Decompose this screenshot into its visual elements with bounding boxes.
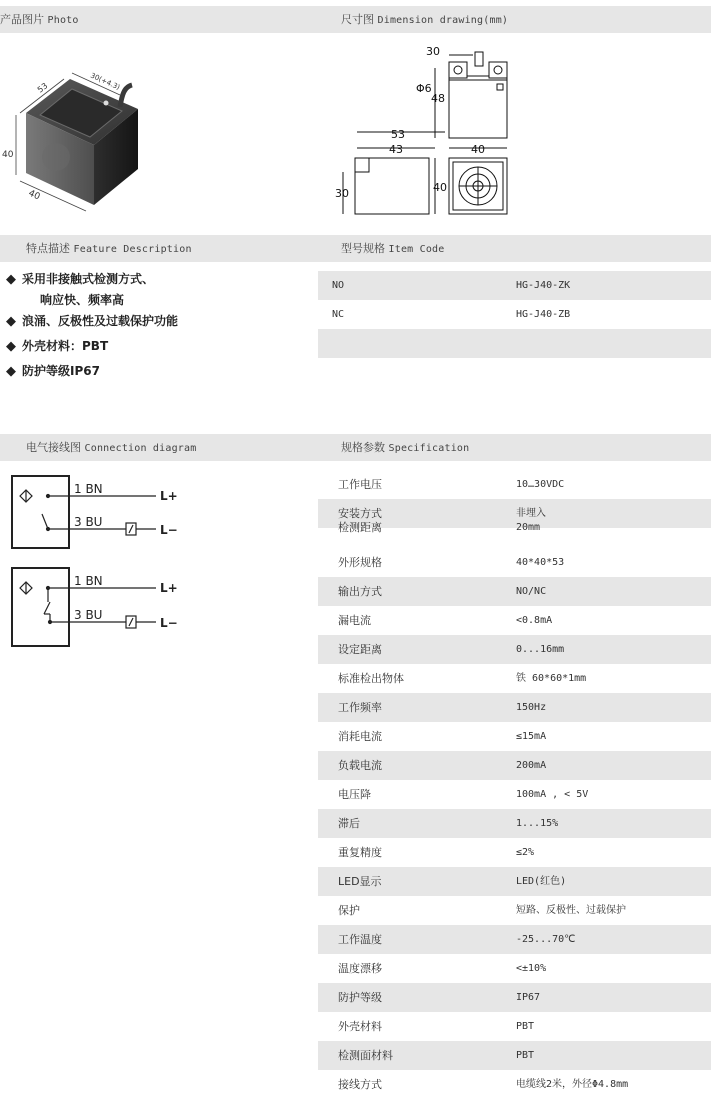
- dim-40-top: 40: [471, 143, 485, 156]
- bullet-icon: ◆: [6, 364, 16, 379]
- spec-key: 工作频率: [338, 701, 382, 714]
- photo-dim-30: 30(+4.3): [89, 71, 122, 92]
- spec-value: PBT: [516, 1021, 535, 1032]
- feature-header-cn: 特点描述: [26, 242, 70, 255]
- wire-bn-label: 1 BN: [74, 482, 103, 496]
- feature-text: 防护等级IP67: [22, 364, 100, 378]
- item-code-type: NO: [332, 280, 345, 291]
- spec-row: [318, 722, 711, 751]
- spec-value: NO/NC: [516, 586, 547, 597]
- spec-key: 输出方式: [338, 585, 382, 598]
- item-code-type: NC: [332, 309, 345, 320]
- feature-item: [6, 337, 108, 354]
- spec-header: [319, 434, 711, 461]
- spec-row: [318, 470, 711, 499]
- spec-value: <0.8mA: [516, 615, 553, 626]
- spec-key: 电压降: [338, 788, 371, 801]
- photo-dim-40-bottom: 40: [26, 188, 42, 203]
- spec-row: [318, 983, 711, 1012]
- connection-header-cn: 电气接线图: [26, 441, 81, 454]
- spec-value: 40*40*53: [516, 557, 565, 568]
- photo-dim-53: 53: [35, 81, 50, 95]
- dim-48: 48: [431, 92, 445, 105]
- dimension-header-en: Dimension drawing(mm): [377, 15, 509, 26]
- spec-value: 非埋入: [516, 508, 546, 519]
- spec-key: 工作温度: [338, 933, 382, 946]
- feature-text: 外壳材料：PBT: [22, 339, 109, 353]
- spec-key: LED显示: [338, 875, 382, 888]
- dim-phi6: Φ6: [416, 82, 432, 95]
- feature-header-en: Feature Description: [73, 244, 192, 255]
- spec-key: 设定距离: [338, 643, 382, 656]
- dimension-header: [319, 6, 711, 33]
- terminal-minus-label: L−: [160, 523, 178, 537]
- spec-row: [318, 1012, 711, 1041]
- spec-key: 外形规格: [338, 556, 382, 569]
- feature-text: 响应快、频率高: [40, 293, 125, 307]
- dim-53: 53: [391, 128, 405, 141]
- spec-row: [318, 925, 711, 954]
- dimension-header-cn: 尺寸图: [341, 13, 374, 26]
- wire-bn-label: 1 BN: [74, 574, 103, 588]
- dim-43: 43: [389, 143, 403, 156]
- dim-30-left: 30: [335, 187, 349, 200]
- spec-row: [318, 606, 711, 635]
- spec-value: <±10%: [516, 963, 547, 974]
- spec-value: 200mA: [516, 760, 547, 771]
- spec-row: [318, 577, 711, 606]
- spec-value: LED(红色): [516, 876, 567, 887]
- feature-item: [6, 312, 178, 329]
- item-code-header-en: Item Code: [388, 244, 445, 255]
- terminal-plus-label: L+: [160, 489, 178, 503]
- photo-header: [0, 6, 319, 33]
- spec-row: [318, 664, 711, 693]
- terminal-minus-label: L−: [160, 616, 178, 630]
- wire-bu-label: 3 BU: [74, 608, 103, 622]
- spec-key: 保护: [338, 904, 360, 917]
- connection-diagram-nc: [8, 564, 208, 650]
- dimension-drawing: [325, 40, 525, 220]
- spec-row: [318, 838, 711, 867]
- spec-value: 1...15%: [516, 818, 559, 829]
- spec-key: 标准检出物体: [338, 672, 404, 685]
- bullet-icon: ◆: [6, 272, 16, 287]
- spec-key: 外壳材料: [338, 1020, 382, 1033]
- spec-row: [318, 809, 711, 838]
- connection-diagram-no: [8, 472, 208, 554]
- spec-key: 安装方式: [338, 507, 382, 520]
- feature-item: [6, 270, 154, 287]
- spec-header-cn: 规格参数: [341, 441, 385, 454]
- spec-key: 消耗电流: [338, 730, 382, 743]
- feature-header: [0, 235, 319, 262]
- dim-40-right: 40: [433, 181, 447, 194]
- dim-30-top: 30: [426, 45, 440, 58]
- item-code-header: [319, 235, 711, 262]
- connection-header: [0, 434, 319, 461]
- item-code-value: HG-J40-ZB: [516, 309, 571, 320]
- spec-key: 工作电压: [338, 478, 382, 491]
- item-code-header-cn: 型号规格: [341, 242, 385, 255]
- spec-key: 负载电流: [338, 759, 382, 772]
- spec-value: 20mm: [516, 522, 541, 533]
- spec-value: ≤2%: [516, 847, 535, 858]
- spec-row: [318, 1070, 711, 1099]
- spec-key: 检测面材料: [338, 1049, 393, 1062]
- spec-value: 10…30VDC: [516, 479, 565, 490]
- bullet-icon: ◆: [6, 314, 16, 329]
- spec-value: 铁 60*60*1mm: [516, 673, 587, 684]
- photo-header-cn: 产品图片: [0, 13, 44, 26]
- wire-bu-label: 3 BU: [74, 515, 103, 529]
- spec-value: 100mA , < 5V: [516, 789, 589, 800]
- spec-row: [318, 693, 711, 722]
- spec-key: 接线方式: [338, 1078, 382, 1091]
- feature-item: [6, 362, 100, 379]
- item-code-row: [318, 271, 711, 300]
- spec-value: ≤15mA: [516, 731, 547, 742]
- item-code-value: HG-J40-ZK: [516, 280, 571, 291]
- feature-text: 浪涌、反极性及过载保护功能: [22, 314, 179, 328]
- feature-item: [40, 291, 124, 308]
- terminal-plus-label: L+: [160, 581, 178, 595]
- spec-key: 温度漂移: [338, 962, 382, 975]
- spec-value: 150Hz: [516, 702, 547, 713]
- spec-row: [318, 780, 711, 809]
- item-code-row: [318, 329, 711, 358]
- spec-value: -25...70℃: [516, 934, 576, 945]
- photo-dim-40-side: 40: [2, 150, 14, 160]
- product-photo: [0, 55, 170, 210]
- connection-header-en: Connection diagram: [84, 443, 197, 454]
- spec-key: 滞后: [338, 817, 360, 830]
- spec-value: IP67: [516, 992, 541, 1003]
- spec-header-en: Specification: [388, 443, 470, 454]
- spec-row: [318, 867, 711, 896]
- spec-value: 电缆线2米，外径Φ4.8mm: [516, 1079, 629, 1090]
- spec-key: 重复精度: [338, 846, 382, 859]
- item-code-row: [318, 300, 711, 329]
- spec-row: [318, 954, 711, 983]
- spec-row: [318, 548, 711, 577]
- photo-header-en: Photo: [47, 15, 79, 26]
- spec-value: 0...16mm: [516, 644, 565, 655]
- spec-key: 检测距离: [338, 521, 382, 534]
- bullet-icon: ◆: [6, 339, 16, 354]
- spec-key: 漏电流: [338, 614, 371, 627]
- feature-text: 采用非接触式检测方式、: [22, 272, 155, 286]
- spec-value: 短路、反极性、过载保护: [516, 905, 626, 916]
- spec-row: [318, 635, 711, 664]
- spec-row: [318, 521, 711, 538]
- spec-key: 防护等级: [338, 991, 382, 1004]
- spec-row: [318, 1041, 711, 1070]
- spec-row: [318, 751, 711, 780]
- spec-row: [318, 896, 711, 925]
- spec-value: PBT: [516, 1050, 535, 1061]
